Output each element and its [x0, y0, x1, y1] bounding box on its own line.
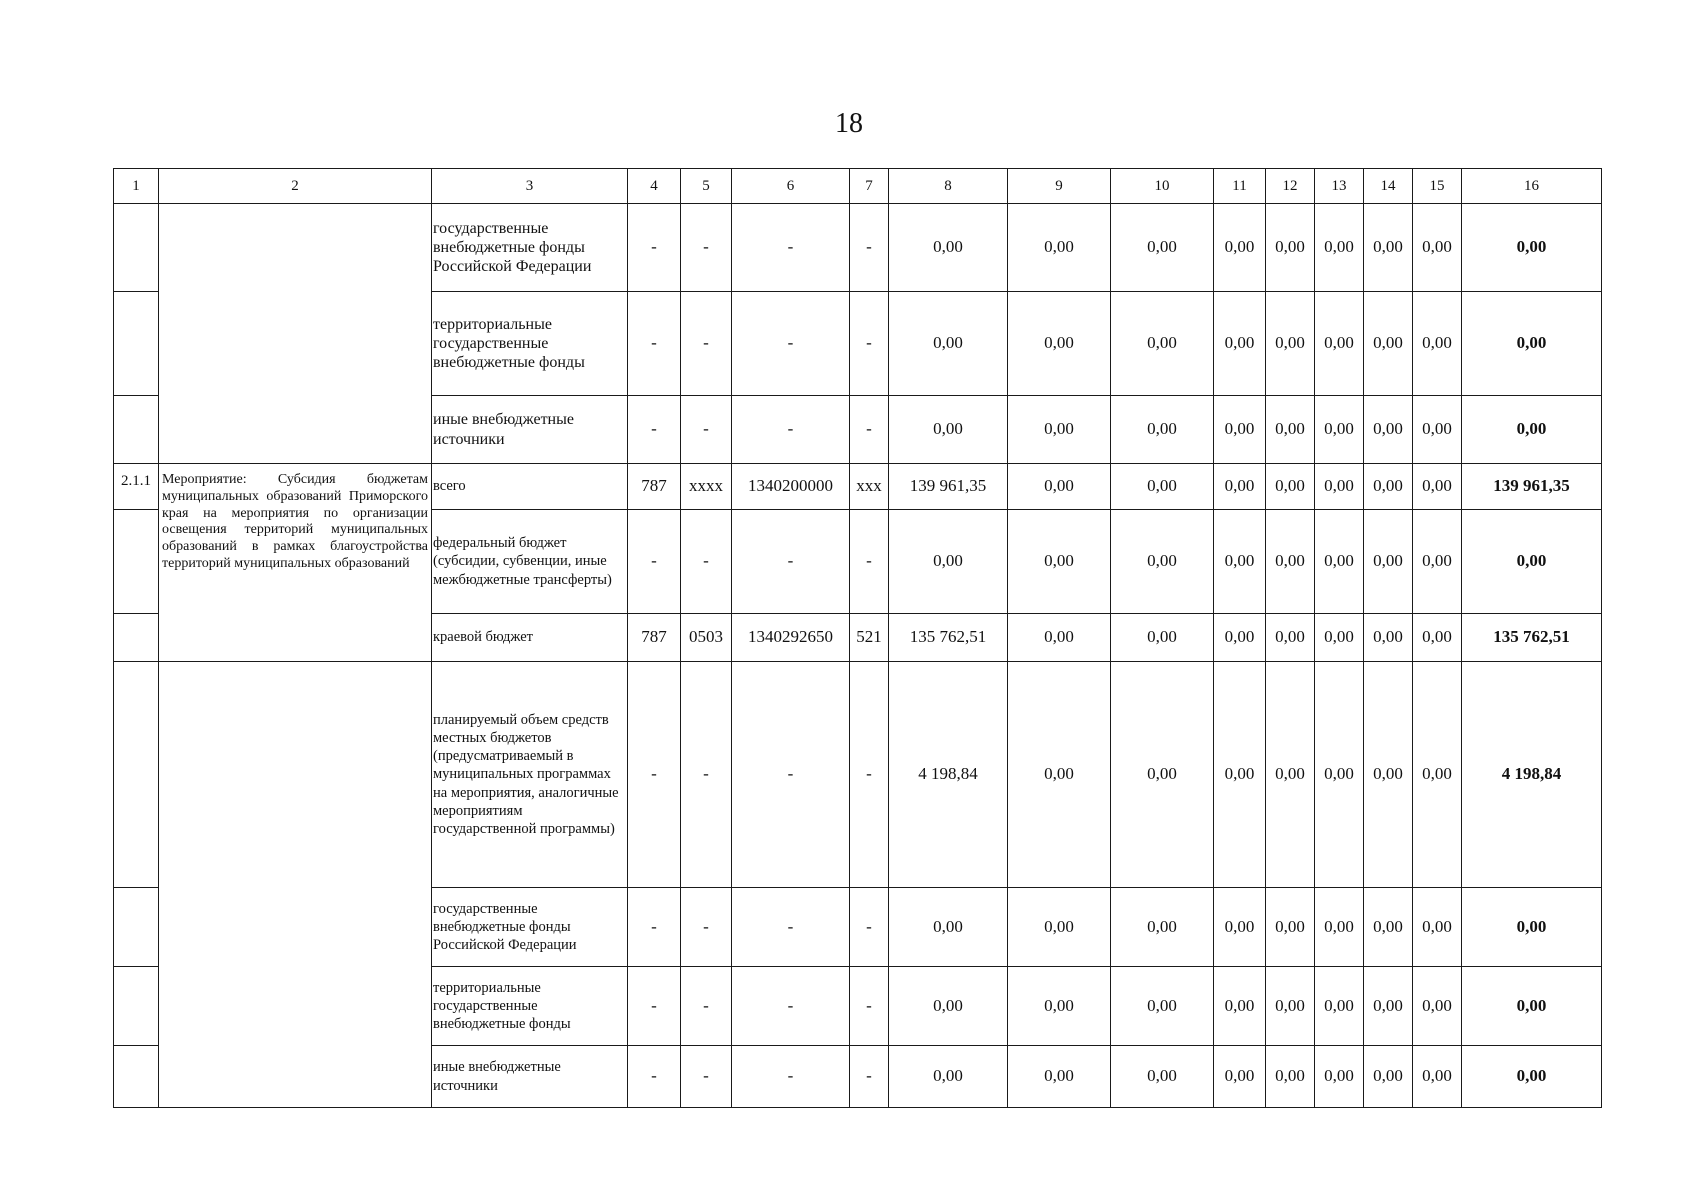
measure-description: [159, 204, 432, 464]
cell-col-15: 0,00: [1413, 888, 1462, 967]
cell-col-5: -: [681, 510, 732, 614]
cell-col-16: 0,00: [1462, 396, 1602, 464]
cell-col-5: -: [681, 888, 732, 967]
cell-col-6: -: [732, 292, 850, 396]
cell-col-13: 0,00: [1315, 510, 1364, 614]
cell-col-6: -: [732, 510, 850, 614]
cell-col-6: -: [732, 1046, 850, 1108]
cell-col-7: -: [850, 967, 889, 1046]
table-row: [114, 662, 1602, 888]
cell-col-15: 0,00: [1413, 464, 1462, 510]
cell-col-11: 0,00: [1214, 204, 1266, 292]
row-id-empty: [114, 396, 159, 464]
cell-col-8: 0,00: [889, 967, 1008, 1046]
cell-col-15: 0,00: [1413, 292, 1462, 396]
cell-col-8: 139 961,35: [889, 464, 1008, 510]
cell-col-13: 0,00: [1315, 292, 1364, 396]
cell-col-9: 0,00: [1008, 396, 1111, 464]
cell-col-8: 135 762,51: [889, 614, 1008, 662]
cell-col-16: 0,00: [1462, 967, 1602, 1046]
table-row: [114, 204, 1602, 292]
row-id-empty: [114, 967, 159, 1046]
cell-col-15: 0,00: [1413, 204, 1462, 292]
cell-col-15: 0,00: [1413, 662, 1462, 888]
cell-col-9: 0,00: [1008, 464, 1111, 510]
funding-source: государственные внебюджетные фонды Российской Федерации: [432, 888, 628, 967]
cell-col-16: 0,00: [1462, 510, 1602, 614]
cell-col-14: 0,00: [1364, 888, 1413, 967]
cell-col-11: 0,00: [1214, 396, 1266, 464]
cell-col-12: 0,00: [1266, 888, 1315, 967]
cell-col-10: 0,00: [1111, 888, 1214, 967]
cell-col-10: 0,00: [1111, 510, 1214, 614]
cell-col-11: 0,00: [1214, 967, 1266, 1046]
cell-col-10: 0,00: [1111, 614, 1214, 662]
funding-source: государственные внебюджетные фонды Российской Федерации: [432, 204, 628, 292]
cell-col-5: -: [681, 396, 732, 464]
cell-col-13: 0,00: [1315, 888, 1364, 967]
cell-col-10: 0,00: [1111, 662, 1214, 888]
column-header: 12: [1266, 169, 1315, 204]
cell-col-13: 0,00: [1315, 396, 1364, 464]
cell-col-14: 0,00: [1364, 510, 1413, 614]
cell-col-15: 0,00: [1413, 510, 1462, 614]
cell-col-6: -: [732, 967, 850, 1046]
funding-source: территориальные государственные внебюджетные фонды: [432, 967, 628, 1046]
cell-col-12: 0,00: [1266, 510, 1315, 614]
row-id-empty: [114, 662, 159, 888]
cell-col-12: 0,00: [1266, 464, 1315, 510]
measure-description: [159, 662, 432, 1108]
cell-col-16: 0,00: [1462, 1046, 1602, 1108]
row-id-empty: [114, 292, 159, 396]
cell-col-5: -: [681, 204, 732, 292]
row-id-empty: [114, 888, 159, 967]
funding-source: территориальные государственные внебюджетные фонды: [432, 292, 628, 396]
funding-source: иные внебюджетные источники: [432, 1046, 628, 1108]
row-id-empty: [114, 614, 159, 662]
cell-col-9: 0,00: [1008, 204, 1111, 292]
cell-col-11: 0,00: [1214, 510, 1266, 614]
cell-col-16: 0,00: [1462, 292, 1602, 396]
cell-col-9: 0,00: [1008, 1046, 1111, 1108]
column-header: 9: [1008, 169, 1111, 204]
cell-col-15: 0,00: [1413, 1046, 1462, 1108]
measure-description: Мероприятие: Субсидия бюджетам муниципальных образований Приморского края на мероприятия по организации освещения территорий муниципальных образований в рамках благоустройства территорий муниципальных образований: [159, 464, 432, 662]
row-id-empty: [114, 1046, 159, 1108]
cell-col-8: 0,00: [889, 888, 1008, 967]
cell-col-9: 0,00: [1008, 967, 1111, 1046]
cell-col-5: -: [681, 1046, 732, 1108]
cell-col-5: 0503: [681, 614, 732, 662]
cell-col-5: -: [681, 662, 732, 888]
cell-col-7: -: [850, 888, 889, 967]
cell-col-10: 0,00: [1111, 396, 1214, 464]
column-header: 3: [432, 169, 628, 204]
cell-col-13: 0,00: [1315, 967, 1364, 1046]
cell-col-12: 0,00: [1266, 1046, 1315, 1108]
cell-col-12: 0,00: [1266, 396, 1315, 464]
cell-col-9: 0,00: [1008, 662, 1111, 888]
row-id: 2.1.1: [114, 464, 159, 510]
column-header: 13: [1315, 169, 1364, 204]
cell-col-7: xxx: [850, 464, 889, 510]
cell-col-13: 0,00: [1315, 1046, 1364, 1108]
cell-col-4: -: [628, 396, 681, 464]
cell-col-7: -: [850, 204, 889, 292]
cell-col-12: 0,00: [1266, 662, 1315, 888]
cell-col-14: 0,00: [1364, 1046, 1413, 1108]
column-header: 1: [114, 169, 159, 204]
cell-col-11: 0,00: [1214, 614, 1266, 662]
cell-col-4: -: [628, 204, 681, 292]
cell-col-5: -: [681, 967, 732, 1046]
funding-source: краевой бюджет: [432, 614, 628, 662]
cell-col-12: 0,00: [1266, 204, 1315, 292]
cell-col-16: 0,00: [1462, 204, 1602, 292]
cell-col-16: 135 762,51: [1462, 614, 1602, 662]
cell-col-13: 0,00: [1315, 614, 1364, 662]
cell-col-11: 0,00: [1214, 888, 1266, 967]
column-header: 5: [681, 169, 732, 204]
funding-source: иные внебюджетные источники: [432, 396, 628, 464]
column-header: 8: [889, 169, 1008, 204]
cell-col-4: -: [628, 967, 681, 1046]
cell-col-6: -: [732, 204, 850, 292]
column-header: 10: [1111, 169, 1214, 204]
cell-col-9: 0,00: [1008, 614, 1111, 662]
cell-col-4: 787: [628, 614, 681, 662]
row-id-empty: [114, 204, 159, 292]
cell-col-8: 4 198,84: [889, 662, 1008, 888]
cell-col-4: -: [628, 292, 681, 396]
cell-col-5: xxxx: [681, 464, 732, 510]
cell-col-4: -: [628, 888, 681, 967]
column-header: 4: [628, 169, 681, 204]
cell-col-10: 0,00: [1111, 967, 1214, 1046]
column-header: 14: [1364, 169, 1413, 204]
cell-col-16: 4 198,84: [1462, 662, 1602, 888]
cell-col-14: 0,00: [1364, 464, 1413, 510]
cell-col-6: -: [732, 662, 850, 888]
cell-col-9: 0,00: [1008, 888, 1111, 967]
cell-col-14: 0,00: [1364, 662, 1413, 888]
cell-col-4: -: [628, 662, 681, 888]
cell-col-14: 0,00: [1364, 204, 1413, 292]
funding-source: всего: [432, 464, 628, 510]
budget-table: [113, 168, 1602, 1108]
cell-col-8: 0,00: [889, 396, 1008, 464]
cell-col-11: 0,00: [1214, 464, 1266, 510]
cell-col-7: 521: [850, 614, 889, 662]
funding-source: федеральный бюджет (субсидии, субвенции, иные межбюджетные трансферты): [432, 510, 628, 614]
cell-col-14: 0,00: [1364, 396, 1413, 464]
cell-col-8: 0,00: [889, 510, 1008, 614]
cell-col-15: 0,00: [1413, 967, 1462, 1046]
cell-col-10: 0,00: [1111, 204, 1214, 292]
cell-col-11: 0,00: [1214, 292, 1266, 396]
row-id-empty: [114, 510, 159, 614]
column-header: 11: [1214, 169, 1266, 204]
cell-col-4: 787: [628, 464, 681, 510]
cell-col-13: 0,00: [1315, 464, 1364, 510]
cell-col-9: 0,00: [1008, 510, 1111, 614]
cell-col-10: 0,00: [1111, 464, 1214, 510]
cell-col-4: -: [628, 1046, 681, 1108]
cell-col-14: 0,00: [1364, 967, 1413, 1046]
cell-col-4: -: [628, 510, 681, 614]
cell-col-7: -: [850, 662, 889, 888]
table-row: [114, 464, 1602, 510]
column-header-row: [114, 169, 1602, 204]
cell-col-6: -: [732, 888, 850, 967]
column-header: 2: [159, 169, 432, 204]
cell-col-12: 0,00: [1266, 614, 1315, 662]
cell-col-12: 0,00: [1266, 292, 1315, 396]
cell-col-11: 0,00: [1214, 662, 1266, 888]
column-header: 16: [1462, 169, 1602, 204]
cell-col-6: -: [732, 396, 850, 464]
cell-col-7: -: [850, 292, 889, 396]
cell-col-15: 0,00: [1413, 396, 1462, 464]
cell-col-7: -: [850, 1046, 889, 1108]
cell-col-16: 0,00: [1462, 888, 1602, 967]
column-header: 7: [850, 169, 889, 204]
cell-col-9: 0,00: [1008, 292, 1111, 396]
cell-col-15: 0,00: [1413, 614, 1462, 662]
cell-col-11: 0,00: [1214, 1046, 1266, 1108]
cell-col-8: 0,00: [889, 1046, 1008, 1108]
cell-col-8: 0,00: [889, 292, 1008, 396]
page-number: 18: [835, 108, 863, 139]
cell-col-10: 0,00: [1111, 1046, 1214, 1108]
cell-col-13: 0,00: [1315, 662, 1364, 888]
cell-col-7: -: [850, 396, 889, 464]
cell-col-14: 0,00: [1364, 614, 1413, 662]
column-header: 6: [732, 169, 850, 204]
cell-col-6: 1340200000: [732, 464, 850, 510]
cell-col-16: 139 961,35: [1462, 464, 1602, 510]
cell-col-14: 0,00: [1364, 292, 1413, 396]
cell-col-7: -: [850, 510, 889, 614]
cell-col-12: 0,00: [1266, 967, 1315, 1046]
column-header: 15: [1413, 169, 1462, 204]
cell-col-5: -: [681, 292, 732, 396]
cell-col-13: 0,00: [1315, 204, 1364, 292]
cell-col-8: 0,00: [889, 204, 1008, 292]
cell-col-10: 0,00: [1111, 292, 1214, 396]
funding-source: планируемый объем средств местных бюджетов (предусматриваемый в муниципальных программах на мероприятия, аналогичные мероприятиям государственной программы): [432, 662, 628, 888]
cell-col-6: 1340292650: [732, 614, 850, 662]
